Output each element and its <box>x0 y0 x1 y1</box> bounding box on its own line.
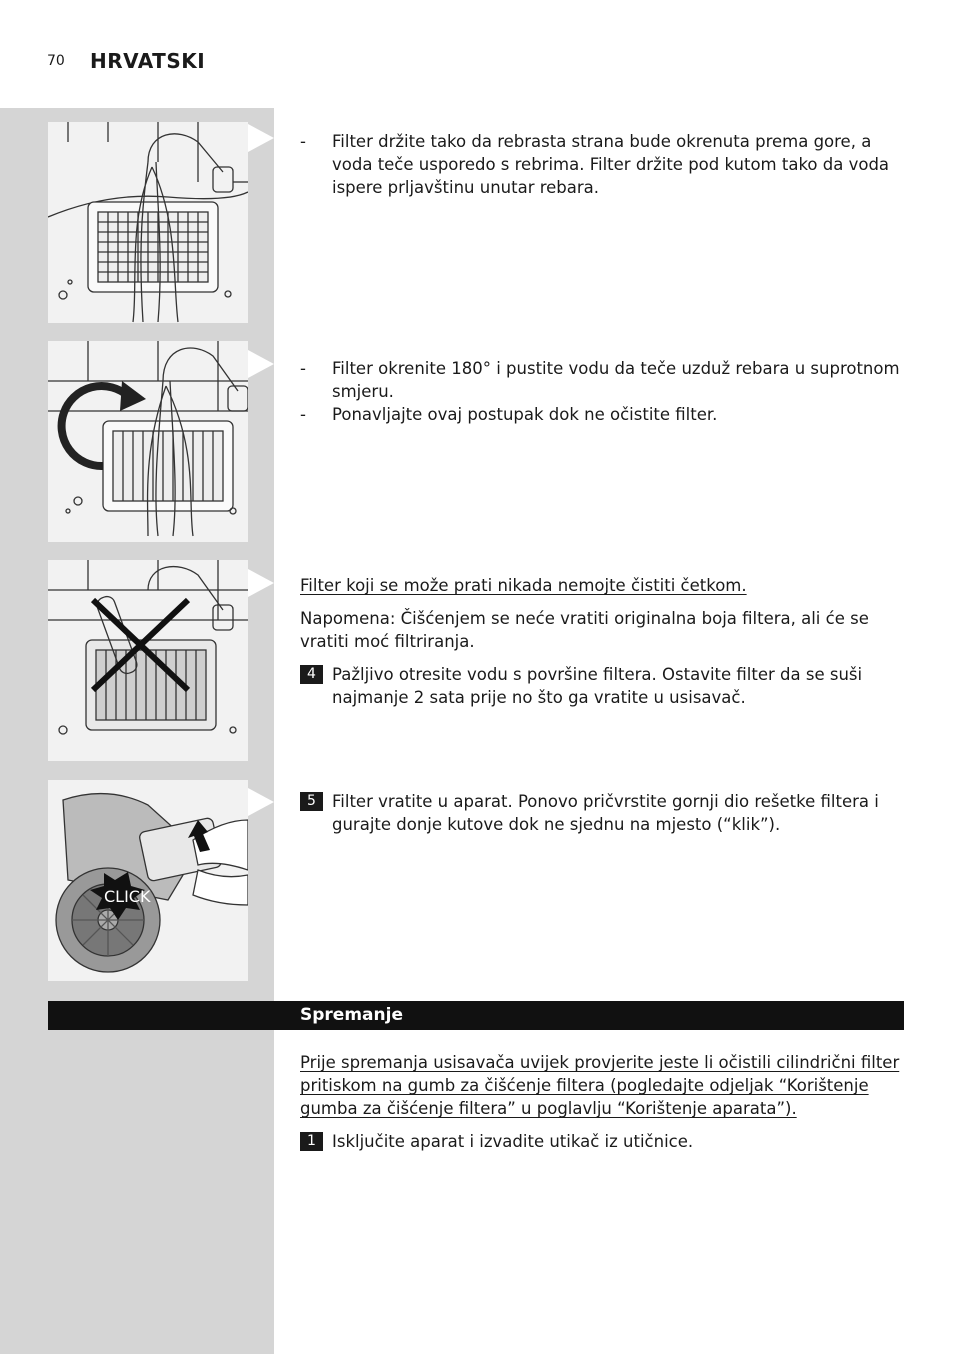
illustration-insert-filter <box>48 780 248 981</box>
bullet-dash: - <box>300 132 306 151</box>
illustration-rinse-filter <box>48 122 248 323</box>
page-number: 70 <box>47 53 65 69</box>
step-text: Pažljivo otresite vodu s površine filtera. Ostavite filter da se suši najmanje 2 sata prije no što ga vratite u usisavač. <box>332 665 863 707</box>
click-label: CLICK <box>104 887 151 906</box>
numbered-step <box>300 790 900 836</box>
step-text: Filter vratite u aparat. Ponovo pričvrstite gornji dio rešetke filtera i gurajte donje kutove dok ne sjednu na mjesto (“klik”). <box>332 792 879 834</box>
note-text: Napomena: Čišćenjem se neće vratiti originalna boja filtera, ali će se vratiti moć filtriranja. <box>300 609 869 651</box>
illustration-no-brush <box>48 560 248 761</box>
bullet-dash: - <box>300 405 306 424</box>
list-item-text: Filter držite tako da rebrasta strana bude okrenuta prema gore, a voda teče usporedo s rebrima. Filter držite pod kutom tako da voda ispere prljavštinu unutar rebara. <box>332 132 890 197</box>
instruction-block-c <box>300 574 900 709</box>
illustration-turn-filter <box>48 341 248 542</box>
language-heading: HRVATSKI <box>90 49 206 73</box>
warning-text: Filter koji se može prati nikada nemojte čistiti četkom. <box>300 576 747 595</box>
list-item <box>300 130 900 199</box>
section-warning: Prije spremanja usisavača uvijek provjerite jeste li očistili cilindrični filter pritiskom na gumb za čišćenje filtera (pogledajte odjeljak “Korištenje gumba za čišćenje filtera” u poglavlju “Korištenje aparata”). <box>300 1053 900 1118</box>
section-header-bar <box>48 1001 904 1030</box>
bullet-dash: - <box>300 359 306 378</box>
illustration-pointer <box>248 124 274 152</box>
instruction-block-b <box>300 357 900 426</box>
numbered-step <box>300 663 900 709</box>
list-item-text: Filter okrenite 180° i pustite vodu da teče uzduž rebara u suprotnom smjeru. <box>332 359 900 401</box>
list-item <box>300 357 900 403</box>
instruction-block-a <box>300 130 900 199</box>
step-text: Isključite aparat i izvadite utikač iz utičnice. <box>332 1132 694 1151</box>
step-number-badge: 5 <box>300 792 323 811</box>
illustration-pointer <box>248 350 274 378</box>
illustration-pointer <box>248 569 274 597</box>
list-item-text: Ponavljajte ovaj postupak dok ne očistite filter. <box>332 405 718 424</box>
step-number-badge: 4 <box>300 665 323 684</box>
instruction-block-d <box>300 790 900 836</box>
section-title: Spremanje <box>300 1005 403 1025</box>
numbered-step <box>300 1130 900 1153</box>
illustration-pointer <box>248 788 274 816</box>
step-number-badge: 1 <box>300 1132 323 1151</box>
section-body <box>300 1051 900 1153</box>
list-item <box>300 403 900 426</box>
